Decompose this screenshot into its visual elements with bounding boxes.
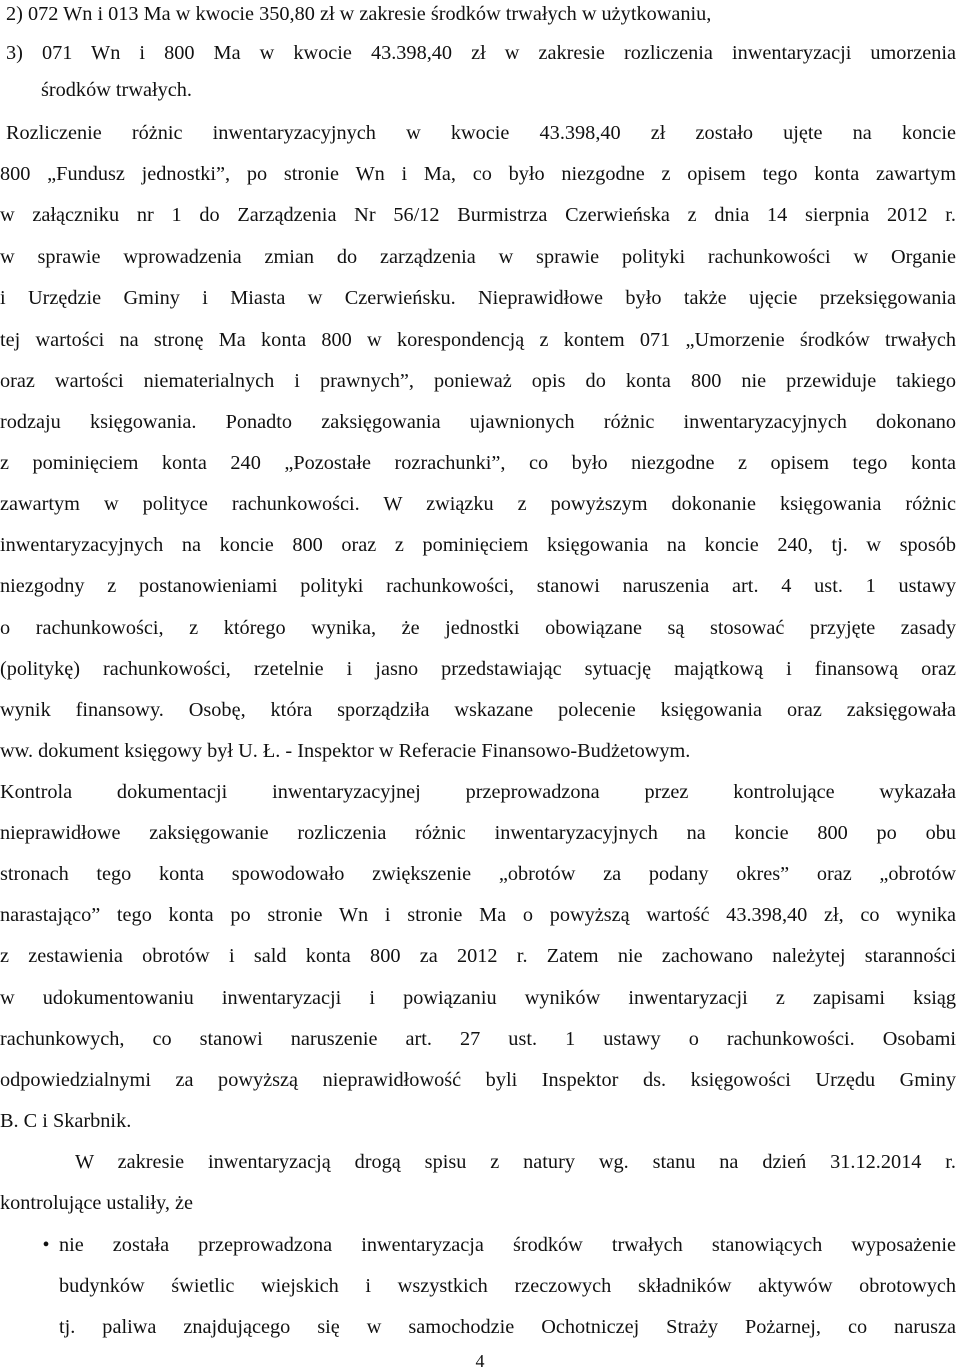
paragraph-line: i Urzędzie Gminy i Miasta w Czerwieńsku. Nieprawidłowe było także ujęcie przeksięgowania [0,287,956,309]
paragraph-line: kontrolujące ustaliły, że [0,1192,193,1214]
paragraph-line: B. C i Skarbnik. [0,1110,132,1132]
paragraph-line: W zakresie inwentaryzacją drogą spisu z natury wg. stanu na dzień 31.12.2014 r. [75,1151,956,1173]
paragraph-line: wynik finansowy. Osobę, która sporządziła wskazane polecenie księgowania oraz zaksięgowała [0,699,956,721]
paragraph-line: narastająco” tego konta po stronie Wn i stronie Ma o powyższą wartość 43.398,40 zł, co wynika [0,904,956,926]
paragraph-line: oraz wartości niematerialnych i prawnych”, ponieważ opis do konta 800 nie przewiduje takiego [0,370,956,392]
bullet-list-item-continuation: tj. paliwa znajdującego się w samochodzie Ochotniczej Straży Pożarnej, co narusza [59,1316,956,1338]
paragraph-line: zawartym w polityce rachunkowości. W związku z powyższym dokonanie księgowania różnic [0,493,956,515]
paragraph-line: z pominięciem konta 240 „Pozostałe rozrachunki”, co było niezgodne z opisem tego konta [0,452,956,474]
list-item-2: 2) 072 Wn i 013 Ma w kwocie 350,80 zł w zakresie środków trwałych w użytkowaniu, [6,3,712,25]
paragraph-line: z zestawienia obrotów i sald konta 800 za 2012 r. Zatem nie zachowano należytej staranności [0,945,956,967]
page-number: 4 [475,1351,485,1371]
list-item-3: 3) 071 Wn i 800 Ma w kwocie 43.398,40 zł w zakresie rozliczenia inwentaryzacji umorzenia [6,42,956,64]
paragraph-line: rodzaju księgowania. Ponadto zaksięgowania ujawnionych różnic inwentaryzacyjnych dokonano [0,411,956,433]
paragraph-line: o rachunkowości, z którego wynika, że jednostki obowiązane są stosować przyjęte zasady [0,617,956,639]
paragraph-line: odpowiedzialnymi za powyższą nieprawidłowość byli Inspektor ds. księgowości Urzędu Gminy [0,1069,956,1091]
paragraph-line: w udokumentowaniu inwentaryzacji i powiązaniu wyników inwentaryzacji z zapisami ksiąg [0,987,956,1009]
paragraph-line: w sprawie wprowadzenia zmian do zarządzenia w sprawie polityki rachunkowości w Organie [0,246,956,268]
paragraph-line: inwentaryzacyjnych na koncie 800 oraz z pominięciem księgowania na koncie 240, tj. w sposób [0,534,956,556]
paragraph-line: rachunkowych, co stanowi naruszenie art. 27 ust. 1 ustawy o rachunkowości. Osobami [0,1028,956,1050]
paragraph-line: ww. dokument księgowy był U. Ł. - Inspektor w Referacie Finansowo-Budżetowym. [0,740,691,762]
paragraph-line: stronach tego konta spowodowało zwiększenie „obrotów za podany okres” oraz „obrotów [0,863,956,885]
bullet-icon: • [42,1234,50,1256]
bullet-list-item: nie została przeprowadzona inwentaryzacja środków trwałych stanowiących wyposażenie [59,1234,956,1256]
paragraph-line: 800 „Fundusz jednostki”, po stronie Wn i Ma, co było niezgodne z opisem tego konta zawartym [0,163,956,185]
paragraph-line: tej wartości na stronę Ma konta 800 w korespondencją z kontem 071 „Umorzenie środków trwałych [0,329,956,351]
paragraph-line: Kontrola dokumentacji inwentaryzacyjnej przeprowadzona przez kontrolujące wykazała [0,781,956,803]
list-item-3-continuation: środków trwałych. [41,79,192,101]
paragraph-line: nieprawidłowe zaksięgowanie rozliczenia różnic inwentaryzacyjnych na koncie 800 po obu [0,822,956,844]
bullet-list-item-continuation: budynków świetlic wiejskich i wszystkich rzeczowych składników aktywów obrotowych [59,1275,956,1297]
paragraph-line: (politykę) rachunkowości, rzetelnie i jasno przedstawiając sytuację majątkową i finansową oraz [0,658,956,680]
paragraph-line: w załączniku nr 1 do Zarządzenia Nr 56/12 Burmistrza Czerwieńska z dnia 14 sierpnia 2012 r. [0,204,956,226]
paragraph-line: Rozliczenie różnic inwentaryzacyjnych w kwocie 43.398,40 zł zostało ujęte na koncie [6,122,956,144]
paragraph-line: niezgodny z postanowieniami polityki rachunkowości, stanowi naruszenia art. 4 ust. 1 ustawy [0,575,956,597]
